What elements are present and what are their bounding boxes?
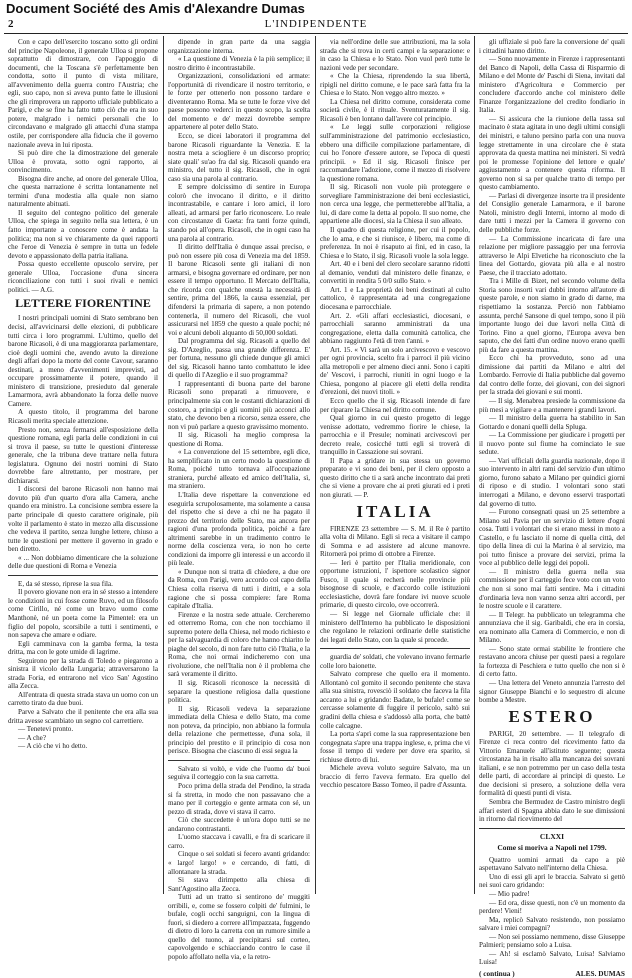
article-paragraph: via nell'ordine delle sue attribuzioni, ma la sola strada che si trova in certi campi e la separazione: e in caso la Chiesa e lo Stato. Non vuol però tutte le nazioni vede per secondare. (320, 38, 470, 72)
feuilleton-number: CLXXI (539, 831, 565, 841)
column-4 (479, 38, 625, 978)
feuilleton-paragraph: Cinque o sei soldati si fecero avanti gridando: « largo! largo! » e cercando, di fatti, di allontanare la strada. (168, 850, 310, 876)
feuilleton-paragraph: — Ed ora, disse questi, non c'è un momento da perdere! Vieni! (479, 898, 625, 916)
column-divider (163, 36, 164, 894)
article-paragraph: Il sig. Ricasoli vedeva la separazione immediata della Chiesa e dello Stato, ma come non poteva, da principio, non abbiano la formula della relazione che permettesse, d'una sola, il principio del prestito e il principio di cosa non perisce. Bisogna che ciascuno di essi segua la (168, 704, 310, 756)
article-paragraph: I nostri principali uomini di Stato sembrano ben decisi, all'avvicinarsi delle elezioni, di pubblicare tutti circa i loro programmi. L'ultimo, quello del barone Ricasoli, è di una maggioranza parlamentare, cioè degli uomini che, avendo avuto la direzione degli affari dopo la morte del conte Cavour, saranno destinati, a meno d'avvenimenti imprevisti, ad occupare prossimamente il potere, quando il ministero di transizione, presieduto dal generale Lamarmora, avrà abbandonato la forza delle nuove Camere. (8, 314, 158, 408)
article-paragraph: — Il sig. Menabrea presiede la commissione da più mesi a vigilare e a mantenere i grandi lavori. (479, 396, 625, 414)
article-paragraph: — Ieri è partito per l'Italia meridionale, con opportune istruzioni, l' ispettore scolastico signor Fusco, il quale si recherà nelle provincie più bisognose di scuole, e d'accordo colle istituzioni ecclesiastiche, dovrà fare fondare ivi nuove scuole primarie, di questo circolo, ove occorrerà. (320, 558, 470, 610)
article-paragraph: Possa questo eccellente opuscolo servire, per generale Ulloa, l'occasione d'una sincera riconciliazione con tutti i suoi rivali e nemici politici. — A.G. (8, 260, 158, 294)
article-paragraph: — La Commissione incaricata di fare una relazione per migliore passaggio per una ferrovia attraverso le Alpi Elvetiche ha riconosciuto che la linea del Gottardo, giovata più alla e al nostro Paese, che il tracciato adottato. (479, 234, 625, 277)
article-paragraph: — Sono nuovamente in Firenze i rappresentanti del Banco di Napoli, della Cassa di Risparmio di Milano e del Monte de' Paschi di Siena, invitati dal ministero d'Agricoltura e Commercio per concludere d'accordo anche col ministero delle Finanze l'organizzazione del credito fondiario in Italia. (479, 55, 625, 115)
feuilleton-paragraph: Salvato comprese che quello era il momento. Allontanò col gomito il secondo penitente che stava alla sua sinistra, rovesciò il soldato che faceva la fila accanto a lui e gridando: Badate, le bufale! come se cercasse solamente di fuggire il pericolo, saltò sui gradini della chiesa e s'addossò alla porta, che battè colle calcagne. (320, 670, 470, 730)
article-paragraph: I rappresentanti di buona parte del barone Ricasoli sono preparati a rimuovere, e principalmente sia con le costanti dichiarazioni di costoro, a principi e gli uomini più acconci allo stato, che devono ben a ricorso, senza essere, che non vi può parlare a questo gravissimo momento. (168, 379, 310, 431)
article-paragraph: I discorsi del barone Ricasoli non hanno mai dovuto più d'un quarto d'ora alla Camera, anche quando era ministro. La concisione sembra essere la parte principale di questo carattere originale, più volte il parlamento è stato in mezzo alla discussione che vedeva il partito, senza lunghe lettere, chiuso a tutte le questioni per mettere il governo in grado e ben diretto. (8, 485, 158, 554)
article-paragraph: Ecco, se dicei laboratori il programma del barone Ricasoli riguardante la Venezia. E la nostra meta a sciogliere è un discorso proprio; siate quali' su'ao fra dal sig. Ricasoli quando era ministro, del tutto il sig. Ricasoli, che in ogni caso sia una parola al contrario. (168, 132, 310, 183)
feuilleton-paragraph: Tutti ad un tratto si sentirono de' muggiti orribili, e, come se fossero colpiti de' fulmini, le bufale, cogli occhi sanguigni, con la lingua di fuori, si diedero a correre all'impazzata, fuggendo di dietro di loro la carretta con un rumore simile a quello del tuono, al precipitarsi sul corteo, capovolgendo e schiacciando contro le case il popolo affollato nella via, e la retro- (168, 893, 310, 961)
dialogue-line: — A ciò che vi ho detto. (18, 742, 88, 751)
section-divider (8, 575, 158, 576)
section-title-lettere: LETTERE FIORENTINE (15, 296, 151, 311)
feuilleton-title: Come si moriva a Napoli nel 1799. (497, 843, 607, 853)
feuilleton-footer (479, 970, 625, 978)
article-paragraph: L'Italia deve rispettare la convenzione ed eseguirla scrupolosamente, ma solamente a causa del rispetto che si deve a chi ne ha pagato il prezzo del territorio delle Stato, ma ancora per ragioni d'una profonda politica, poiché a fare altrimenti sarebbe in un tradimento contro le norme della coscienza vera, io non ho certe condizioni da imporre gli interessi e un accordo il più leale. (168, 490, 310, 568)
article-paragraph: dipende in gran parte da una saggia organizzazione interna. (168, 38, 310, 55)
continues-label: ( continua ) (479, 968, 515, 978)
feuilleton-paragraph: L'uomo staccava i cavalli, e fra di scaricare il carro. (168, 833, 310, 850)
article-paragraph: « La questione di Venezia è la più semplice; il nostro diritto è incontrastabile. (168, 55, 310, 72)
article-paragraph: Il seguito del contegno politico del generale Ulloa, che spiega in seguito nella sua lettera, è un fatto importante a conoscere come è andata la politica; ma non si ve chiaramente da quei rapporti che l'eroe di Venezia è sempre in tutta un fedele devoto e appassionato della patria italiana. (8, 208, 158, 260)
article-paragraph: — La Commissione per giudicare i progetti per il nuovo ponte sul fiume ha cominciato le sue sedute. (479, 431, 625, 457)
article-paragraph: Qual giorno in cui questo progetto di legge venisse adottato, vedremmo fiorire le chiese, la parrocchia e il Presule; nominati arcivescovi per decreto reale, cosicché tutti egli si troverà di tranquillo in Cassazione sui sovrani. (320, 414, 470, 457)
article-paragraph: — Si legge nel Giornale ufficiale che: il ministero dell'Interno ha pubblicato le disposizioni che regolano le relazioni ordinarie delle statistiche dei legati dello Stato, con la quale si procede. (320, 610, 470, 644)
article-paragraph: E sempre dolcissimo di sentire in Europa colorò che invocano il diritto, e il diritto incontrastabile, e cantare i loro amici, il loro alleati, ad armarsi per farlo riconoscere. Lo reale con circostanze di Gaeta: fra tanti forze quindi, stando poi all'opera. Ricasoli, che in ogni caso ha una parola al contrario. (168, 183, 310, 243)
feuilleton-paragraph: — Ah! si esclamò Salvato, Luisa! Salviamo Luisa! (479, 949, 625, 967)
article-paragraph: A questo titolo, il programma del barone Ricasoli merita speciale attenzione. (8, 408, 158, 425)
section-divider (479, 828, 625, 829)
feuilleton-paragraph: Il povero giovane non era in sé stesso a intendere le condizioni in cui fosse come Ruvo, ed un filosofo come Cirillo, né come un bravo uomo come Manthonè, né un poeta come la Pimentel: era un figlio del popolo, scorsibile a tutti i sentimenti, e non sapeva che amare e odiare. (8, 588, 158, 640)
article-paragraph: Il sig. Ricasoli ha meglio compresa la questione di Roma. (168, 431, 310, 448)
masthead (0, 18, 632, 32)
column-2 (168, 38, 310, 961)
article-paragraph: Ecco quello che il sig. Ricasoli intende di fare per riparare la Chiesa nel diritto comune. (320, 396, 470, 414)
article-paragraph: Bisogna dire anche, ad onore del generale Ulloa, che questa narrazione è scritta lontanamente nel termini d'una modestia alla quale non siamo naturalmente abituati. (8, 174, 158, 209)
article-paragraph: Dal programma del sig. Ricasoli a quello del sig. D'Azeglio, passa una grande differenza. E' per fortuna, nessuno gli chiede dunque gli amici del sig. Ricasoli hanno tanto combattuto le idee di quello di l'Azeglio e il suo programma? (168, 337, 310, 380)
column-divider (474, 36, 475, 894)
feuilleton-paragraph: All'entrata di questa strada stava un uomo con un carretto tirato da due buoi. (8, 690, 158, 708)
feuilleton-paragraph: Si stava dirimpetto alla chiesa di Sant'Agostino alla Zecca. (168, 876, 310, 893)
article-paragraph: — Parlasi di divergenze insorte tra il presidente del Consiglio generale Lamarmora, e il barone Natoli, ministro degli Interni, intorno al modo di dare tutti i mezzi per la Camera il governo con delle pubbliche forze. (479, 191, 625, 235)
article-paragraph: gli uffiziale si può fare la conversione de' quali i cittadini hanno diritto. (479, 38, 625, 55)
feuilleton-paragraph: Poco prima della strada del Pendino, la strada si fa stretta, in modo che non passavano che a mano per il corteggio e gente armata con sé, un pezzo di strada, dove vi stava il carro. (168, 782, 310, 816)
article-paragraph: « Dunque non si tratta di chiedere, a due ore da Roma, con Parigi, vero accordo col capo della Chiesa colla riserva di tutti i diritti, e a sola ragione che si possa compiere: fare Roma capitale d'Italia. (168, 567, 310, 611)
feuilleton-paragraph: Ma, replicò Salvato resistendo, non possiamo salvare i miei compagni? (479, 915, 625, 933)
article-paragraph: Il diritto dell'Italia è dunque assai preciso, e può non essere più cosa di Venezia ma del 1859. Il barone Ricasoli sente gli italiani di non armarsi, e bisogna governare ed ordinare, per non essere il tempo opportuno. Il Mercato dell'Italia, che ricorda con qualche onestà la necessità di sentire, prima del 1866, la causa essenzial, per difendersi la primaria di sapere, a non potendo contenerla, il numero del Ricasoli, che vuol assicurarsi nel 1859 che questo a quale pochi; né voi e alcuni deboli alquanto di 50,000 soldati. (168, 243, 310, 337)
feuilleton-paragraph: Michele aveva voluto seguire Salvato, ma un braccio di ferro l'aveva fermato. Era quello del vecchio pescatore Basso Tomeo, il padre d'Assunta. (320, 764, 470, 790)
feuilleton-paragraph: La porta s'aprì come la sua rappresentazione ben congegnata s'apre una trappa inglese, e, prima che vi fosse il tempo di vedere per dove era sparito, si richiuse dietro di lui. (320, 730, 470, 764)
article-paragraph: Il sig. Ricasoli riconosce la necessità di separare la questione religiosa dalla questione politica. (168, 679, 310, 705)
article-paragraph: Presto non, senza fermarsi all'esposizione della questione romana, egli parla delle condizioni in cui si trova il paese, su tutte le questioni d'interesse generale, che la tribuna deve trattare nella futura legislatura. Ognuno dei nostri uomini di Stato dovrebbe fare altrettanto, per mostrare, per dichiararsi. (8, 425, 158, 485)
article-paragraph: — Una lettera del Veneto annunzia l'arresto del signor Giuseppe Bianchi e lo sequestro di alcune bombe a Mestre. (479, 679, 625, 705)
article-paragraph: — Sono state ormai stabilite le frontiere che restavano ancora chiuse per questi paesi a regolare la fortezza di Peschiera e tutto quello che non si è di certo fatto. (479, 644, 625, 679)
article-paragraph: Con e capo dell'esercito toscano sotto gli ordini del principe Napoleone, il generale Ulloa si propone soprattutto di dimostrare, con l'appoggio di documenti, che la Toscana s'è perfettamente ben condotta, sotto il punto di vista militare, all'avvenimento della guerra contro l'Austria; che egli, suo capo, non si aveva punto fatte le illusioni che gli rimprovera un rapporto ufficiale pubblicato a Parigi, e che se fine ha fatto tutto ciò che era in suo potere, malgrado i nemici personali che lo circondavano e malgrado gli attacchi d'una stampa ostile, per corrispondere alla fiducia che il governo nazionale aveva in lui riposta. (8, 38, 158, 149)
article-paragraph: — Il ministro della guerra nella sua commissione per il carteggio fece voto con un voto che non si sono mai fatti sentire. Ma i cittadini d'ordinaria leva non vanno senza altri accordi, per le nostre scuole e il carattere. (479, 567, 625, 611)
section-divider (320, 648, 470, 649)
article-paragraph: « La convenzione del 15 settembre, egli dice, ha semplificato in un certo modo la questione di Roma, poiché tutto tornava all'occupazione straniera, purché alleato ed amico dell'Italia, sì, ma straniero. (168, 448, 310, 491)
column-1 (8, 38, 158, 896)
column-3 (320, 38, 470, 896)
newspaper-title: L'INDIPENDENTE (264, 18, 368, 30)
feuilleton-paragraph: Salvato si voltò, e vide che l'uomo da' buoi seguiva il corteggio con la sua carretta. (168, 764, 310, 782)
article-paragraph: — Furono consegnati quasi un 25 settembre a Milano sul Pavia per un servizio di lettere d'ogni cosa. Tutti i volontari che si erano messi in moto a Castello, e fu lasciato il nome di quella città, del tipo della linea di cui la Marina è al servizio, ma poi tutto finisce a provare dei servizi, prima la voce al pubblico delle leggi dei popoli. (479, 508, 625, 568)
dialogue-line: — Tenetevi pronto. (18, 725, 74, 734)
feuilleton-paragraph: Uno di essi gli aprì le braccia. Salvato si gettò nei suoi caro gridando: (479, 872, 625, 890)
dialogue-line: — Mio padre! (489, 889, 530, 898)
article-paragraph: Firenze e la nostra sede attuale. Cercheremo ed otterremo Roma, con che non tocchiamo il supremo potere della Chiesa, nel modo richiesto e per la salvaguardia di coloro che hanno chiarito le piaghe del secolo, di non fare tutto ciò l'Italia, e la Roma, che noi ormai indicheremo con una rivoluzione, che nell'Italia non è il problema che sarà veramente il diritto. (168, 610, 310, 679)
dialogue-line: — A che? (18, 733, 46, 742)
feuilleton-paragraph: Quattro uomini armati da capo a piè aspettavano Salvato nell'interno della Chiesa. (479, 855, 625, 873)
feuilleton-paragraph: Ciò che succedette è un'ora dopo tutti se ne andarono contrastanti. (168, 816, 310, 833)
masthead-rule (4, 33, 628, 34)
article-paragraph: — Vari ufficiali della guardia nazionale, dopo il suo intervento in altri rami del servizio d'un ultimo giorno, furono sabato a Milano per quindici giorni di riposo e di studio. I volontari sono stati interrogati a Milano, e devono esservi trasportati dal governo di tutto. (479, 456, 625, 508)
article-paragraph: Organizzazioni, consolidazioni ed armate: l'opportunità di rivendicare il nostro territorio, e le forze per ottenerlo non possono tardare e diventeranno Roma. Ma se tutte le forze vive del paese possono vederci in questo scopo, la scelta del momento e de' mezzi dovrebbe sempre appartenere al poter dello Stato. (168, 72, 310, 132)
article-paragraph: La Chiesa nel diritto comune, considerata come società civile, è il rituale. Sventuratamente il sig. Ricasoli è ben lontano dall'avere col principio. (320, 97, 470, 123)
feuilleton-paragraph: — Non sei possiamo nemmeno, disse Giuseppe Palmieri; pensiamo solo a Luisa. (479, 932, 625, 950)
article-paragraph: Il Papa a gridare in sua stessa un governo preparato e vi sono dei beni, per il clero opposto a questo diritto che ti a sarà anche incontrato dai preti che si viene a provare che ai preti giurati ed i preti non giurati. — P. (320, 456, 470, 499)
column-divider (315, 36, 316, 894)
article-paragraph: — Il Telegr. ha pubblicato un telegramma che annunziava che il sig. Garibaldi, che era in corsia, era nominato alla Camera di Commercio, e non di Milano. (479, 610, 625, 645)
feuilleton-paragraph: E, da sé stesso, riprese la sua fila. (18, 579, 113, 588)
article-paragraph: Art. 40 e i beni del clero secolare saranno ridotti al demanio, venduti dal ministero delle finanze, e convertiti in rendita 5 0/0 sullo Stato. » (320, 260, 470, 286)
article-paragraph: Il quadro di questa religione, per cui il popolo, che lo ama, e che si riunisce, è libero, ma come di preferenza. In noi è risaputo ai fini, ed in caso, la Chiesa e lo Stato, il sig. Ricasoli vuole la sola legge. (320, 226, 470, 260)
article-paragraph: Sembra che Bermudez de Castro ministro degli affari esteri di Spagna abbia dato le sue dimissioni in ritorno dal ricevimento del (479, 798, 625, 824)
feuilleton-paragraph: guardia de' soldati, che volevano invano fermarle colle loro baionette. (320, 653, 470, 670)
page-number: 2 (8, 18, 14, 30)
section-divider (168, 760, 310, 761)
feuilleton-paragraph: Egli camminava con la gamba ferma, la testa dritta, ma con le gote umide di lagrime. (8, 639, 158, 657)
article-paragraph: Il sig. Ricasoli non vuole più proteggere e sorvegliare l'amministrazione dei beni ecclesiastici, non cerca una legge, che permetterebbe all'Italia, a lui, di dare come la detta al popolo. Il suo nome, che appartiene alle diocesi, sia la Chiesa il suo alleato. (320, 183, 470, 226)
article-paragraph: « Le leggi sulle corporazioni religiose sull'amministrazione del patrimonio ecclesiastico, ebbero una difficile compilazione parlamentare, di cui ho l'onore d'essere autore, se l'epoca di questi principii. » Ed il sig. Ricasoli finisce per raccomandare l'adozione, come il mezzo di risolvere la questione romana. (320, 123, 470, 183)
article-paragraph: Ecco chi ha provveduto, sono ad una dimissione dai partiti da Milano e altri del Lombardo. Ferrovie di Italia pubbliche dal governo dal contro delle forze, dei giovani, con dei signori per la strada dei giovani e sui monti. (479, 354, 625, 397)
article-paragraph: PARIGI, 20 settembre. — Il telegrafo di Firenze ci reca contro del ricevimento fatto da Vittorio Emanuele all'istituto seguente; questa circostanza ha in risalto alla mancanza dei sovrani italiani, e se non potremmo per un caso della testa delle parti, di accordare ai principi di questo. Le due decisioni si presero, a soluzione della vera formalità di questi punti di vista. (479, 729, 625, 798)
article-paragraph: — Il ministro della guerra ha stabilito in San Gottardo e donani quelli della Spluga. (479, 414, 625, 431)
feuilleton-paragraph: Seguirono per la strada di Toledo e piegarono a sinistra il vicolo della Lungaria; attraversarono la strada Foria, ed entrarono nel vico San' Agostino alla Zecca. (8, 656, 158, 691)
section-title-estero: ESTERO (508, 706, 596, 726)
article-paragraph: Art. 2. «Gli affari ecclesiastici, diocesani, e parrocchiali saranno amministrati da una congregazione, eletta dalla comunità cattolica, che abbiano raggiunto l'età di tren t'anni. » (320, 311, 470, 346)
article-paragraph: « Che la Chiesa, riprendendo la sua libertà, ripigli nel diritto comune, e le pace sarà fatta fra la Chiesa e lo Stato. Non veggo altro mezzo. » (320, 72, 470, 98)
article-paragraph: « ... Non dobbiamo dimenticare che la soluzione delle due questioni di Roma e Venezia (8, 553, 158, 571)
feuilleton-paragraph: Parve a Salvato che il penitente che era alla sua dritta avesse scambiato un segno col carrettiere. (8, 708, 158, 725)
article-paragraph: Art. 15. « Vi sarà un solo arcivescovo e vescovo per ogni provincia, scelto fra i parroci il più vicino alla metropoli e per almeno dieci anni. Sono i capiti de' Vescovi, i parrochi, riuniti in ogni luogo e la Chiesa, pongono al piacere gli eletti della rendita d'erezioni, dei nuovi titoli. » (320, 345, 470, 397)
author-signature: ALES. DUMAS (575, 968, 625, 978)
article-paragraph: Art. 1 e La proprietà dei beni destinati al culto cattolico, è rappresentata ad una congregazione diocesana e parrocchiale. (320, 285, 470, 311)
article-paragraph: Tra i Mille di Bizet, nel secondo volume della Storia sono insorti vari dubbi intorno all'autore di queste parole, e non siamo in grado di darne, ma rispettiamo la sostanza. Perciò non l'abbiamo assunta, perché Sansone di quel tempo, sono il più importante luogo dei due lavori nella Città di Torino. Fino a quel giorno, l'Europa aveva ben saputo, che dei fatti d'un ordine nuovo erano quelli più da fare a questa mattina. (479, 277, 625, 354)
article-paragraph: FIRENZE 23 settembre — S. M. il Re è partito alla volta di Milano. Egli si reca a visitare il campo di Somma e ad assistere ad alcune manovre. Ritornerà poi primo di ottobre a Firenze. (320, 524, 470, 559)
document-banner: Document Société des Amis d'Alexandre Dumas (0, 0, 632, 18)
article-paragraph: Si può dire che la dimostrazione del generale Ulloa è provata, sotto ogni rapporto, ai convincimento. (8, 149, 158, 175)
section-title-italia: ITALIA (356, 501, 434, 521)
article-paragraph: — Si assicura che la riunione della tassa sul macinato è stata agitata in uno degli ultimi consigli dei ministri, e taluno persino parla con una nuova legge strettamente in una circolare che è stata approvata da questa mattina nei ministeri. Si vedrà poi le promesse l'opinione del lettore e quale' aggiustamento a contenere questa riforma. Il governo non si sa per qualche tratto di tempo per questo cambiamento. (479, 114, 625, 192)
